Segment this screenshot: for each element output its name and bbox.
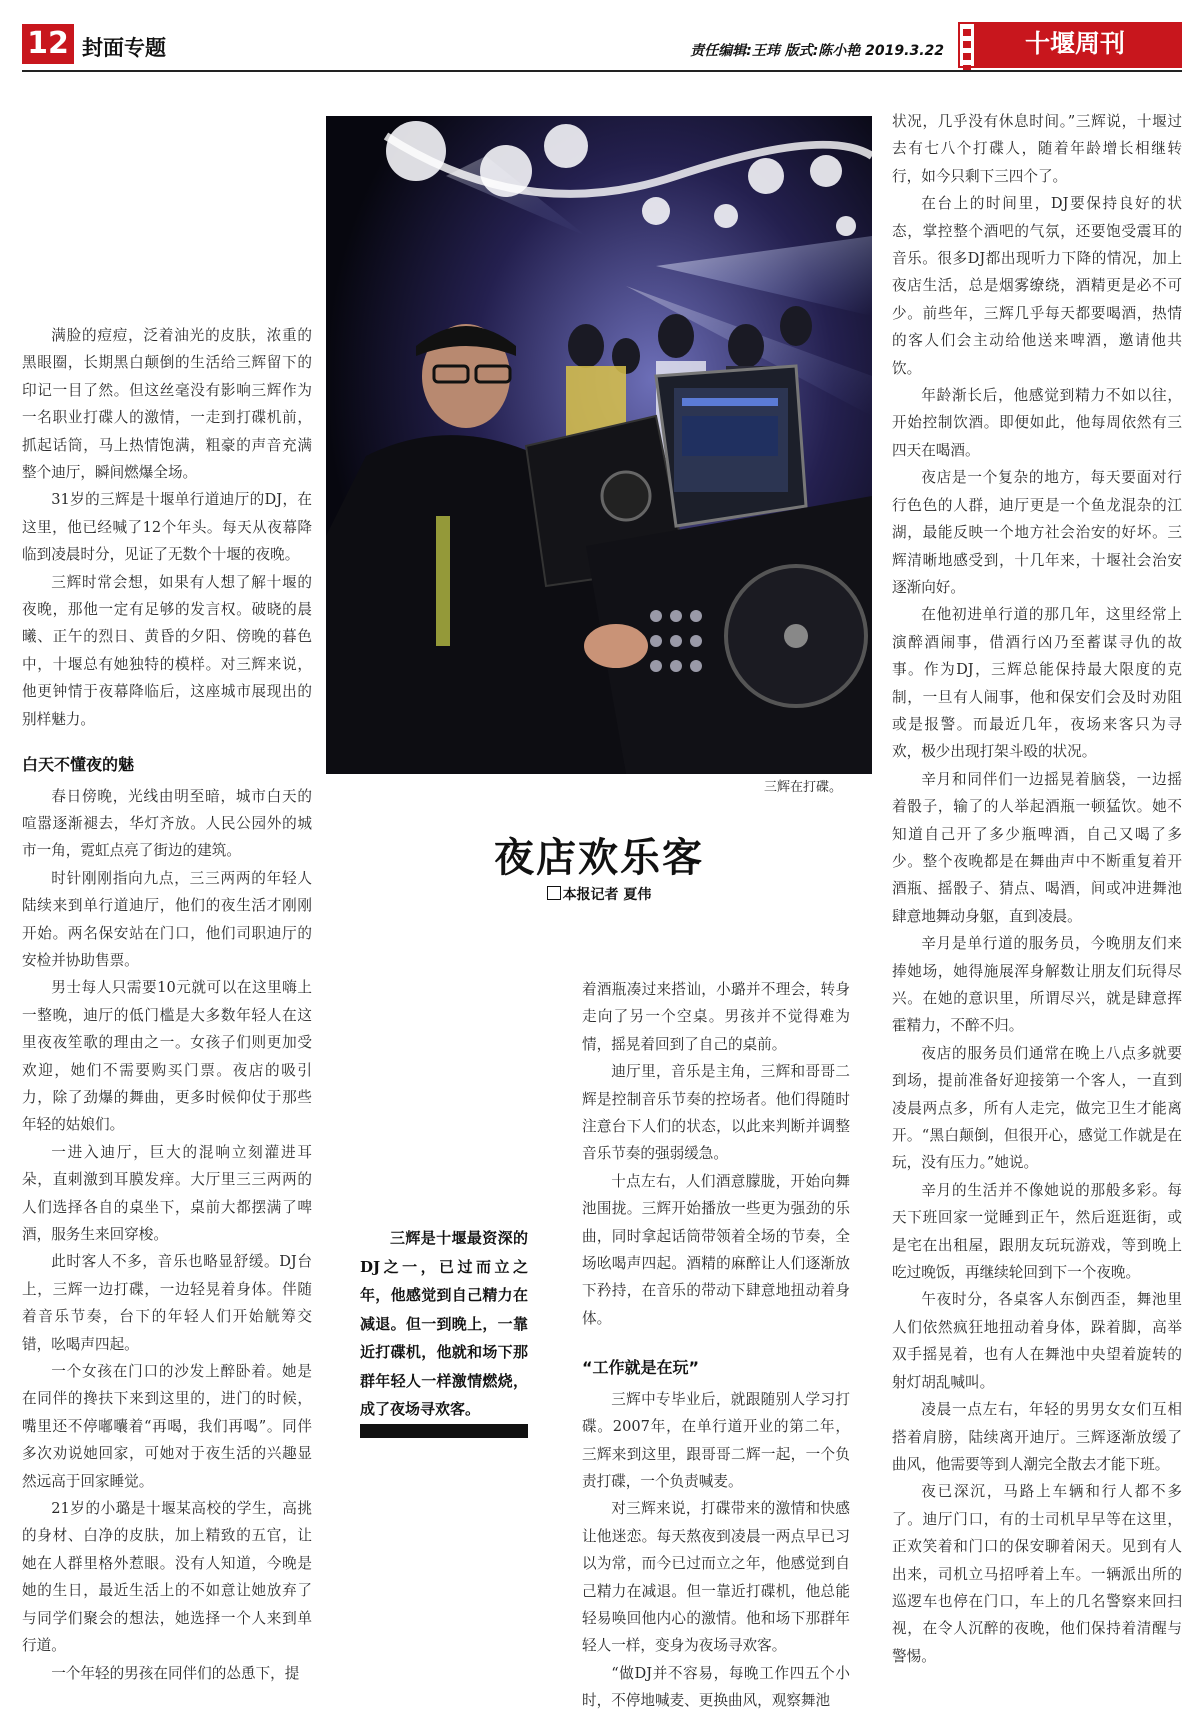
paragraph: 年龄渐长后，他感觉到精力不如以往，开始控制饮酒。即便如此，他每周依然有三四天在喝酒。 [892, 387, 1182, 459]
paragraph: 满脸的痘痘，泛着油光的皮肤，浓重的黑眼圈，长期黑白颠倒的生活给三辉留下的印记一目了然。但这丝毫没有影响三辉作为一名职业打碟人的激情，一走到打碟机前，抓起话筒，马上热情饱满，粗豪的声音充满整个迪厅，瞬间燃爆全场。 [22, 327, 312, 482]
pull-quote-bar [360, 1424, 528, 1438]
paragraph: 迪厅里，音乐是主角，三辉和哥哥二辉是控制音乐节奏的控场者。他们得随时注意台下人们的状态，以此来判断并调整音乐节奏的强弱缓急。 [582, 1063, 850, 1163]
paragraph: 在台上的时间里，DJ要保持良好的状态，掌控整个酒吧的气氛，还要饱受震耳的音乐。很多DJ都出现听力下降的情况，加上夜店生活，总是烟雾缭绕，酒精更是必不可少。前些年，三辉几乎每天都要喝酒，热情的客人们会主动给他送来啤酒，邀请他共饮。 [892, 195, 1182, 377]
masthead-logo [958, 22, 1182, 68]
masthead-decoration [960, 24, 974, 66]
paragraph: 31岁的三辉是十堰单行道迪厅的DJ，在这里，他已经喊了12个年头。每天从夜幕降临到凌晨时分，见证了无数个十堰的夜晚。 [22, 491, 312, 564]
paragraph: 十点左右，人们酒意朦胧，开始向舞池围拢。三辉开始播放一些更为强劲的乐曲，同时拿起话筒带领着全场的节奏，全场吆喝声四起。酒精的麻醉让人们逐渐放下矜持，在音乐的带动下肆意地扭动着身体。 [582, 1172, 850, 1327]
pull-quote [360, 1224, 528, 1424]
article-byline [326, 884, 872, 904]
byline-text: 本报记者 夏伟 [562, 887, 652, 903]
paragraph: 在他初进单行道的那几年，这里经常上演醉酒闹事，借酒行凶乃至蓄谋寻仇的故事。作为DJ，三辉总能保持最大限度的克制，一旦有人闹事，他和保安们会及时劝阻或是报警。而最近几年，夜场来客只为寻欢，极少出现打架斗殴的状况。 [892, 606, 1182, 761]
paragraph: 辛月的生活并不像她说的那般多彩。每天下班回家一觉睡到正午，然后逛逛街，或是宅在出租屋，跟朋友玩玩游戏，等到晚上吃过晚饭，再继续轮回到下一个夜晚。 [892, 1181, 1182, 1282]
paragraph: 对三辉来说，打碟带来的激情和快感让他迷恋。每天熬夜到凌晨一两点早已习以为常，而今已过而立之年，他感觉到自己精力在减退。但一靠近打碟机，他总能轻易唤回他内心的激情。他和场下那群年轻人一样，变身为夜场寻欢客。 [582, 1500, 850, 1655]
photo-caption-text: 三辉在打碟。 [763, 780, 842, 795]
paragraph: 春日傍晚，光线由明至暗，城市白天的喧嚣逐渐褪去，华灯齐放。人民公园外的城市一角，霓虹点亮了街边的建筑。 [22, 787, 312, 860]
paragraph: 状况，几乎没有休息时间。”三辉说，十堰过去有七八个打碟人，随着年龄增长相继转行，如今只剩下三四个了。 [892, 113, 1182, 185]
section-title: 封面专题 [82, 36, 166, 60]
paragraph: 一进入迪厅，巨大的混响立刻灌进耳朵，直刺激到耳膜发痒。大厅里三三两两的人们选择各自的桌坐下，桌前大都摆满了啤酒，服务生来回穿梭。 [22, 1143, 312, 1243]
paragraph: 着酒瓶凑过来搭讪，小璐并不理会，转身走向了另一个空桌。男孩并不觉得难为情，摇晃着回到了自己的桌前。 [582, 981, 850, 1053]
masthead-title: 十堰周刊 [976, 27, 1174, 61]
paragraph: 凌晨一点左右，年轻的男男女女们互相搭着肩膀，陆续离开迪厅。三辉逐渐放缓了曲风，他需要等到人潮完全散去才能下班。 [892, 1401, 1182, 1473]
editor-credits: 责任编辑:王玮 版式:陈小艳 2019.3.22 [690, 43, 944, 59]
subheading: 白天不懂夜的魅 [22, 755, 135, 775]
dj-photo [326, 116, 872, 774]
column-2 [582, 976, 850, 1715]
paragraph: 三辉时常会想，如果有人想了解十堰的夜晚，那他一定有足够的发言权。破晓的晨曦、正午的烈日、黄昏的夕阳、傍晚的暮色中，十堰总有她独特的模样。对三辉来说，他更钟情于夜幕降临后，这座城市展现出的别样魅力。 [22, 573, 312, 728]
paragraph: 辛月是单行道的服务员，今晚朋友们来捧她场，她得施展浑身解数让朋友们玩得尽兴。在她的意识里，所谓尽兴，就是肆意挥霍精力，不醉不归。 [892, 935, 1182, 1035]
paragraph: “做DJ并不容易，每晚工作四五个小时，不停地喊麦、更换曲风，观察舞池 [582, 1664, 850, 1710]
pull-quote-text: 三辉是十堰最资深的DJ之一，已过而立之年，他感觉到自己精力在减退。但一到晚上，一靠近打碟机，他就和场下那群年轻人一样激情燃烧，成了夜场寻欢客。 [360, 1229, 528, 1418]
header-rule [22, 70, 1182, 72]
paragraph: 21岁的小璐是十堰某高校的学生，高挑的身材、白净的皮肤，加上精致的五官，让她在人群里格外惹眼。没有人知道，今晚是她的生日，最近生活上的不如意让她放弃了与同学们聚会的想法，她选择一个人来到单行道。 [22, 1500, 312, 1655]
dj-photo-illustration [326, 116, 872, 774]
paragraph: 男士每人只需要10元就可以在这里嗨上一整晚，迪厅的低门槛是大多数年轻人在这里夜夜笙歌的理由之一。女孩子们则更加受欢迎，她们不需要购买门票。夜店的吸引力，除了劲爆的舞曲，更多时候仰仗于那些年轻的姑娘们。 [22, 979, 312, 1134]
paragraph: 夜已深沉，马路上车辆和行人都不多了。迪厅门口，有的士司机早早等在这里，正欢笑着和门口的保安聊着闲天。见到有人出来，司机立马招呼着上车。一辆派出所的巡逻车也停在门口，车上的几名警察来回扫视，在令人沉醉的夜晚，他们保持着清醒与警惕。 [892, 1483, 1182, 1665]
paragraph: 夜店是一个复杂的地方，每天要面对行行色色的人群，迪厅更是一个鱼龙混杂的江湖，最能反映一个地方社会治安的好坏。三辉清晰地感受到，十几年来，十堰社会治安逐渐向好。 [892, 469, 1182, 596]
photo-caption [326, 776, 872, 795]
paragraph: 时针刚刚指向九点，三三两两的年轻人陆续来到单行道迪厅，他们的夜生活才刚刚开始。两名保安站在门口，他们司职迪厅的安检并协助售票。 [22, 869, 312, 969]
paragraph: 三辉中专毕业后，就跟随别人学习打碟。2007年，在单行道开业的第二年，三辉来到这里，跟哥哥二辉一起，一个负责打碟，一个负责喊麦。 [582, 1390, 850, 1490]
paragraph: 一个年轻的男孩在同伴们的怂恿下，提 [51, 1664, 300, 1682]
article-headline: 夜店欢乐客 [494, 834, 704, 881]
page-number: 12 [22, 24, 74, 64]
column-1 [22, 322, 312, 1687]
paragraph: 一个女孩在门口的沙发上醉卧着。她是在同伴的搀扶下来到这里的，进门的时候，嘴里还不停嘟囔着“再喝，我们再喝”。同伴多次劝说她回家，可她对于夜生活的兴趣显然远高于回家睡觉。 [22, 1363, 312, 1490]
column-3 [892, 108, 1182, 1670]
page-header [22, 22, 1182, 68]
paragraph: 此时客人不多，音乐也略显舒缓。DJ台上，三辉一边打碟，一边轻晃着身体。伴随着音乐节奏，台下的年轻人们开始觥筹交错，吆喝声四起。 [22, 1253, 312, 1353]
subheading: “工作就是在玩” [582, 1358, 700, 1378]
byline-box-icon [547, 886, 561, 900]
paragraph: 午夜时分，各桌客人东倒西歪，舞池里人们依然疯狂地扭动着身体，跺着脚，高举双手摇晃着，也有人在舞池中央望着旋转的射灯胡乱喊叫。 [892, 1291, 1182, 1391]
paragraph: 夜店的服务员们通常在晚上八点多就要到场，提前准备好迎接第一个客人，一直到凌晨两点多，所有人走完，做完卫生才能离开。“黑白颠倒，但很开心，感觉工作就是在玩，没有压力。”她说。 [892, 1044, 1182, 1172]
paragraph: 辛月和同伴们一边摇晃着脑袋，一边摇着骰子，输了的人举起酒瓶一顿猛饮。她不知道自己开了多少瓶啤酒，自己又喝了多少。整个夜晚都是在舞曲声中不断重复着开酒瓶、摇骰子、猜点、喝酒，间或冲进舞池肆意地舞动身躯，直到凌晨。 [892, 770, 1182, 925]
